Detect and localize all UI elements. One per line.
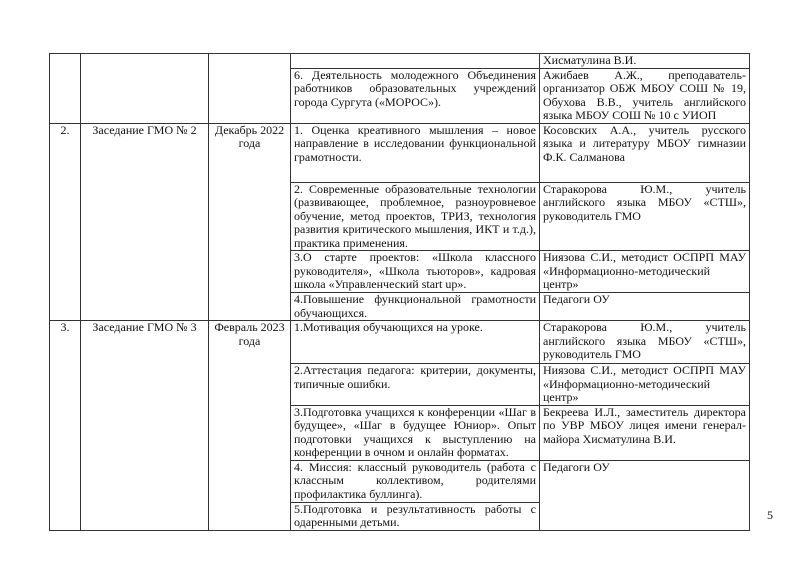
topic-cell: 3.Подготовка учащихся к конференции «Шаг в будущее», «Шаг в будущее Юниор». Опыт подготовки учащихся к выступлению на конференции в очном и онлайн форматах. — [291, 405, 540, 460]
topic-cell: 3.О старте проектов: «Школа классного руководителя», «Школа тьюторов», кадровая школа «Управленческий start up». — [291, 251, 540, 293]
speaker-cell: Ажибаев А.Ж., преподаватель-организатор ОБЖ МБОУ СОШ № 19, Обухова В.В., учитель английского языка МБОУ СОШ № 10 с УИОП — [540, 68, 750, 123]
speaker-cell: Старакорова Ю.М., учитель английского языка МБОУ «СТШ», руководитель ГМО — [540, 182, 750, 251]
topic-cell: 6. Деятельность молодежного Объединения работников образовательных учреждений города Сургута («МОРОС»). — [291, 68, 540, 123]
speaker-cell: Хисматулина В.И. — [540, 54, 750, 69]
speaker-cell: Ниязова С.И., методист ОСПРП МАУ «Информационно-методический центр» — [540, 364, 750, 406]
speaker-cell: Педагоги ОУ — [540, 460, 750, 530]
plan-table — [49, 53, 750, 531]
table-row — [50, 54, 750, 69]
page-number: 5 — [767, 508, 773, 522]
speaker-cell: Ниязова С.И., методист ОСПРП МАУ «Информационно-методический центр» — [540, 251, 750, 293]
table-row — [50, 321, 750, 364]
meeting-date: Февраль 2023 года — [209, 321, 291, 531]
topic-cell: 1. Оценка креативного мышления – новое направление в исследовании функциональной грамотности. — [291, 123, 540, 182]
speaker-cell: Педагоги ОУ — [540, 293, 750, 321]
table-row — [50, 123, 750, 182]
topic-cell: 4.Повышение функциональной грамотности обучающихся. — [291, 293, 540, 321]
speaker-cell: Бекреева И.Л., заместитель директора по УВР МБОУ лицея имени генерал-майора Хисматулина В.И. — [540, 405, 750, 460]
speaker-cell: Косовских А.А., учитель русского языка и литературу МБОУ гимназии Ф.К. Салманова — [540, 123, 750, 182]
meeting-number: 2. — [50, 123, 81, 321]
topic-cell: 4. Миссия: классный руководитель (работа с классным коллективом, родителями профилактика буллинга). — [291, 460, 540, 502]
meeting-title: Заседание ГМО № 3 — [81, 321, 209, 531]
topic-cell: 2. Современные образовательные технологии (развивающее, проблемное, разноуровневое обучение, метод проектов, ТРИЗ, технология развития критического мышления, ИКТ и т.д.), практика применения. — [291, 182, 540, 251]
meeting-title: Заседание ГМО № 2 — [81, 123, 209, 321]
topic-cell: 1.Мотивация обучающихся на уроке. — [291, 321, 540, 364]
meeting-date: Декабрь 2022 года — [209, 123, 291, 321]
meeting-number: 3. — [50, 321, 81, 531]
topic-cell: 2.Аттестация педагога: критерии, документы, типичные ошибки. — [291, 364, 540, 406]
topic-cell: 5.Подготовка и результативность работы с одаренными детьми. — [291, 502, 540, 530]
speaker-cell: Старакорова Ю.М., учитель английского языка МБОУ «СТШ», руководитель ГМО — [540, 321, 750, 364]
